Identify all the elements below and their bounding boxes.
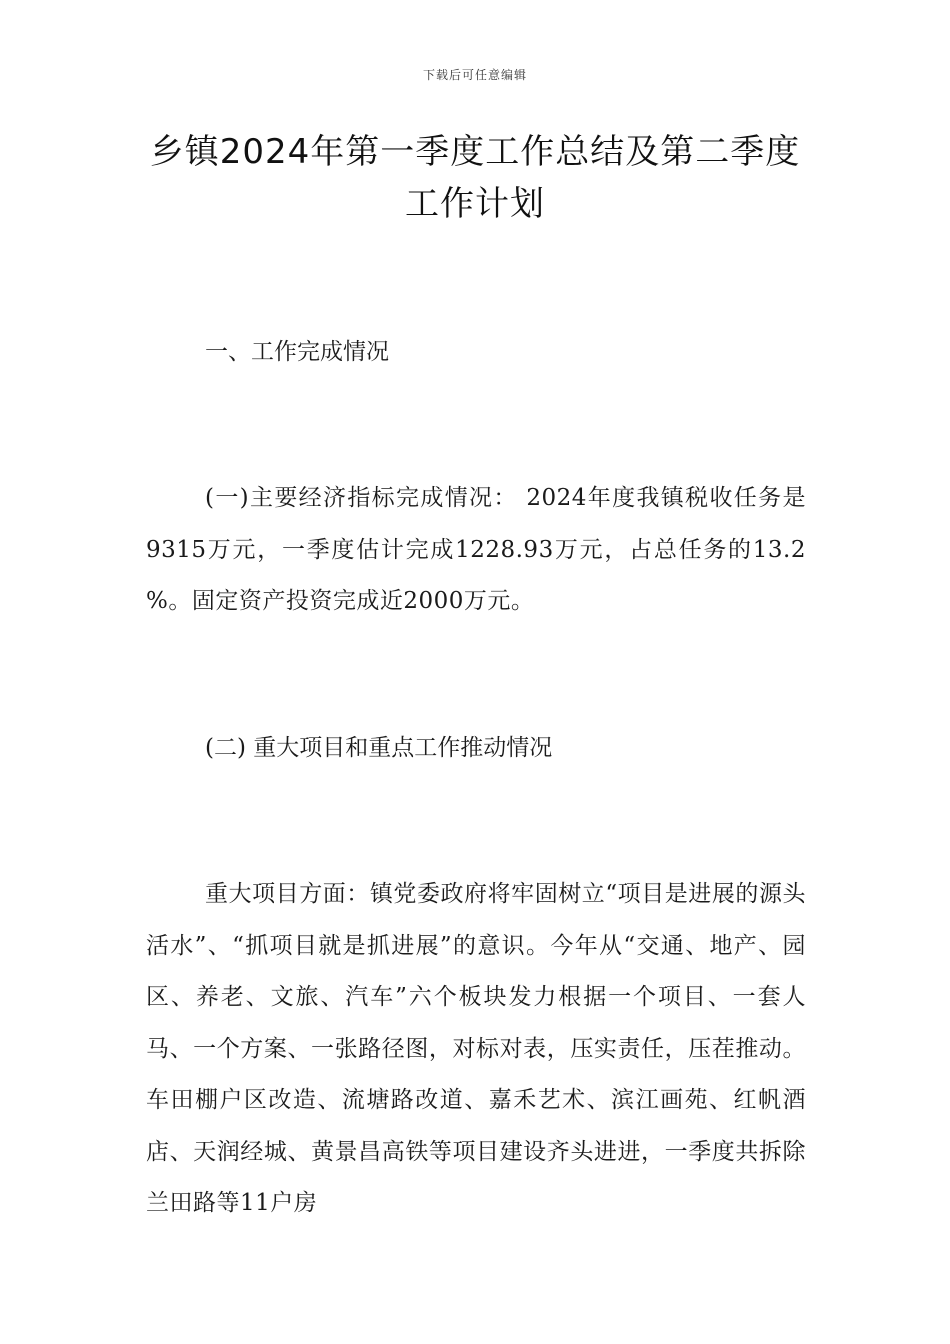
document-title: [125, 126, 825, 230]
title-line-1: 乡镇2024年第一季度工作总结及第二季度: [149, 132, 801, 172]
header-note: 下载后可任意编辑: [422, 68, 527, 82]
title-line-2: 工作计划: [405, 184, 545, 224]
paragraph-economic-indicators: (一)主要经济指标完成情况： 2024年度我镇税收任务是9315万元，一季度估计完成1228.93万元，占总任务的13.2 %。固定资产投资完成近2000万元。: [146, 485, 806, 614]
subsection-heading-2: (二) 重大项目和重点工作推动情况: [205, 735, 553, 761]
section-heading-1: 一、工作完成情况: [205, 339, 389, 365]
paragraph-major-projects: 重大项目方面：镇党委政府将牢固树立“项目是进展的源头活水”、“抓项目就是抓进展”的意识。今年从“交通、地产、园区、养老、文旅、汽车”六个板块发力根据一个项目、一套人马、一个方案、一张路径图，对标对表，压实责任，压茬推动。车田棚户区改造、流塘路改道、嘉禾艺术、滨江画苑、红帆酒店、天润经城、黄景昌高铁等项目建设齐头进进，一季度共拆除兰田路等11户房: [146, 881, 806, 1216]
